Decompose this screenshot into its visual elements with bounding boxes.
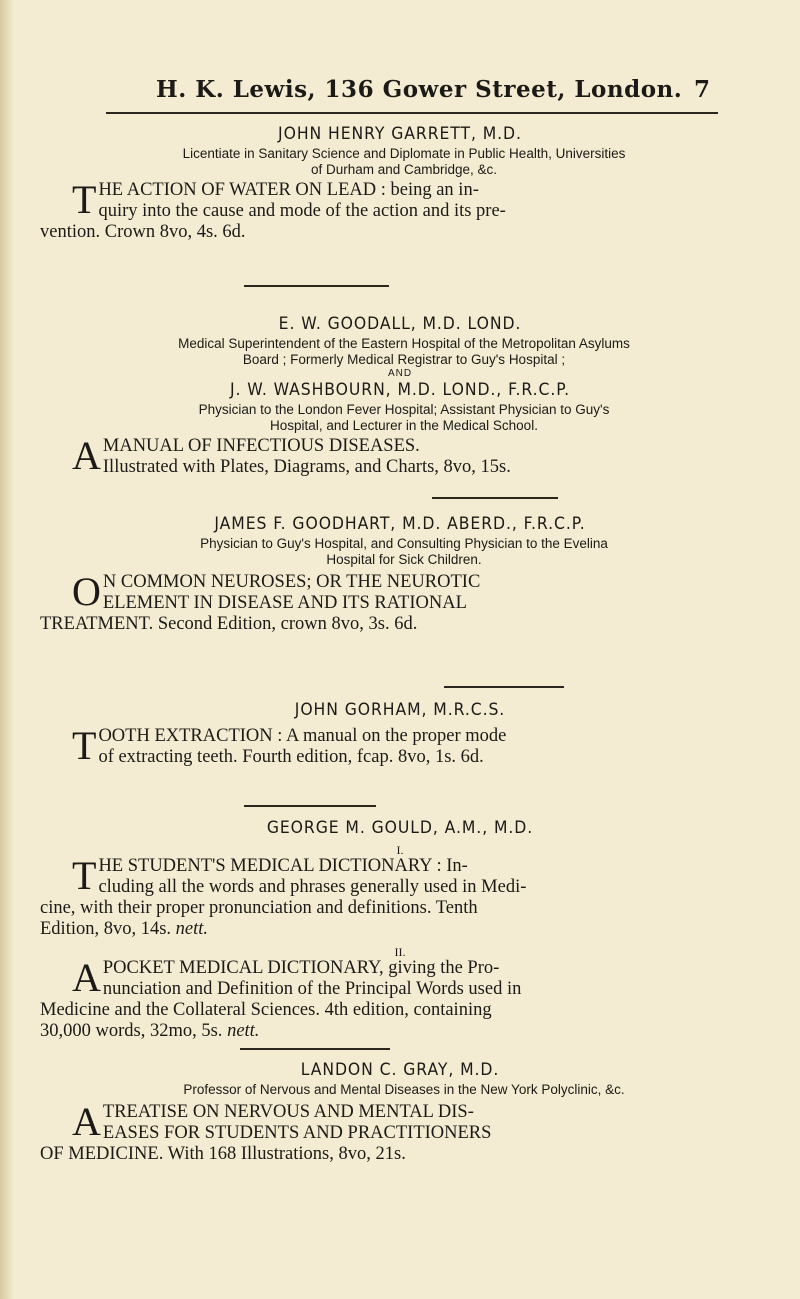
book-title [0,955,800,1042]
entry-gorham [0,700,800,768]
book-line: EASES FOR STUDENTS AND PRACTITIONERS [102,1123,492,1143]
book-line: ELEMENT IN DISEASE AND ITS RATIONAL [102,593,467,613]
book-line: HE ACTION OF WATER ON LEAD : being an in- [98,180,479,200]
entry-garrett [0,124,800,243]
coauthor-credentials [0,402,800,434]
book-line: Illustrated with Plates, Diagrams, and Charts, 8vo, 15s. [102,457,511,477]
volume-numeral: II. [394,945,406,959]
price-nett: nett. [175,919,209,939]
dropcap: T [72,853,97,898]
book-title [0,433,800,478]
page-number: 7 [694,76,711,103]
book-line: N COMMON NEUROSES; OR THE NEUROTIC [102,572,481,592]
credentials-line: Hospital, and Lecturer in the Medical School. [270,418,538,433]
author-name: LANDON C. GRAY, M.D. [300,1060,500,1080]
and-separator: AND [387,368,413,379]
book-line: 30,000 words, 32mo, 5s. nett. [40,1021,260,1041]
volume-numeral: I. [396,843,404,857]
book-title [0,1099,800,1165]
dropcap: A [72,433,101,478]
book-line: Medicine and the Collateral Sciences. 4th edition, containing [40,1000,492,1020]
author-name: E. W. GOODALL, M.D. LOND. [278,314,522,334]
entry-divider [244,805,376,807]
credentials-line: Physician to the London Fever Hospital; Assistant Physician to Guy's [198,402,610,417]
credentials-line: Medical Superintendent of the Eastern Hospital of the Metropolitan Asylums [178,336,630,351]
book-line: vention. Crown 8vo, 4s. 6d. [40,222,246,242]
running-head-title: H. K. Lewis, 136 Gower Street, London. [156,76,683,103]
author-credentials [0,336,800,368]
book-title [0,177,800,243]
price-nett: nett. [227,1021,260,1041]
dropcap: A [72,1099,101,1144]
dropcap: O [72,569,101,614]
dropcap: A [72,955,101,1000]
credentials-line: Hospital for Sick Children. [326,552,482,567]
book-line: MANUAL OF INFECTIOUS DISEASES. [102,436,420,456]
book-line: HE STUDENT'S MEDICAL DICTIONARY : In- [98,856,468,876]
book-line: Edition, 8vo, 14s. nett. [40,919,209,939]
author-name: JOHN HENRY GARRETT, M.D. [278,124,522,144]
entry-gould [0,818,800,1042]
book-line: cluding all the words and phrases generally used in Medi- [98,877,527,897]
credentials-line: Board ; Formerly Medical Registrar to Guy's Hospital ; [242,352,566,367]
credentials-line: Professor of Nervous and Mental Diseases in the New York Polyclinic, &c. [183,1082,625,1097]
author-name: JAMES F. GOODHART, M.D. ABERD., F.R.C.P. [214,514,586,534]
book-title [0,853,800,940]
book-line: of extracting teeth. Fourth edition, fcap. 8vo, 1s. 6d. [98,747,484,767]
author-credentials [0,146,800,178]
dropcap: T [72,177,97,222]
book-line: OOTH EXTRACTION : A manual on the proper mode [98,726,507,746]
credentials-line: Licentiate in Sanitary Science and Diplomate in Public Health, Universities [182,146,626,161]
book-line: nunciation and Definition of the Principal Words used in [102,979,522,999]
coauthor-name: J. W. WASHBOURN, M.D. LOND., F.R.C.P. [229,380,571,400]
entry-goodhart [0,514,800,635]
book-title [0,723,800,768]
book-line: POCKET MEDICAL DICTIONARY, giving the Pro- [102,958,500,978]
header-rule [106,112,718,114]
author-name: GEORGE M. GOULD, A.M., M.D. [266,818,534,838]
entry-divider [240,1048,390,1050]
book-line: OF MEDICINE. With 168 Illustrations, 8vo, 21s. [40,1144,406,1164]
book-line: TREATMENT. Second Edition, crown 8vo, 3s. 6d. [40,614,418,634]
book-line: cine, with their proper pronunciation and definitions. Tenth [40,898,478,918]
author-credentials [0,1082,800,1098]
entry-divider [444,686,564,688]
book-title [0,569,800,635]
credentials-line: of Durham and Cambridge, &c. [310,162,498,177]
credentials-line: Physician to Guy's Hospital, and Consulting Physician to the Evelina [200,536,608,551]
entry-gray [0,1060,800,1165]
entry-goodall [0,314,800,478]
entry-divider [244,285,389,287]
entry-divider [432,497,558,499]
book-line: TREATISE ON NERVOUS AND MENTAL DIS- [102,1102,474,1122]
book-line: quiry into the cause and mode of the action and its pre- [98,201,506,221]
dropcap: T [72,723,97,768]
author-name: JOHN GORHAM, M.R.C.S. [294,700,506,720]
author-credentials [0,536,800,568]
